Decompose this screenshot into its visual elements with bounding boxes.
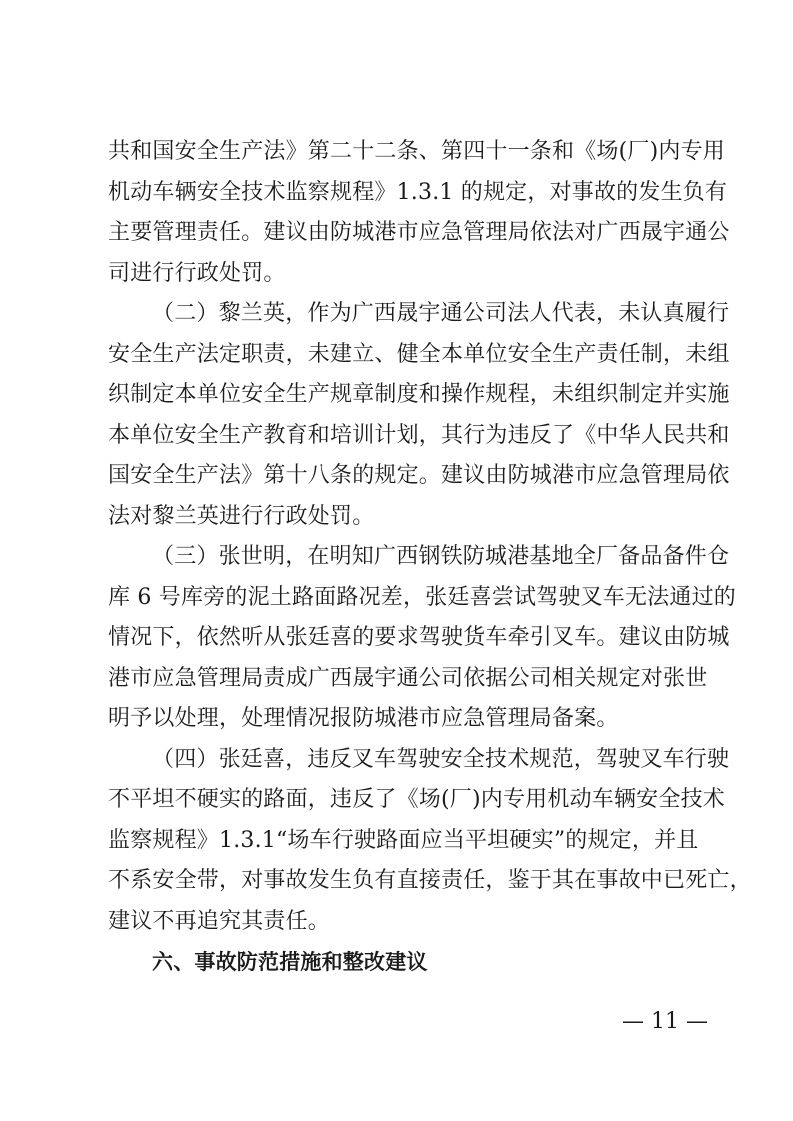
document-body bbox=[108, 132, 752, 983]
text-line: 安全生产法定职责，未建立、健全本单位安全生产责任制，未组 bbox=[108, 341, 730, 367]
text-line: 建议不再追究其责任。 bbox=[108, 908, 331, 934]
text-line: 不平坦不硬实的路面，违反了《场(厂)内专用机动车辆安全技术 bbox=[108, 787, 725, 812]
text-line: 机动车辆安全技术监察规程》1.3.1 的规定，对事故的发生负有 bbox=[108, 179, 728, 205]
section-heading: 六、事故防范措施和整改建议 bbox=[152, 950, 428, 974]
text-line: 库 6 号库旁的泥土路面路况差，张廷喜尝试驾驶叉车无法通过的 bbox=[108, 584, 736, 610]
paragraph-start-line: （三）张世明，在明知广西钢铁防城港基地全厂备品备件仓 bbox=[152, 544, 730, 569]
text-line: 不系安全带，对事故发生负有直接责任，鉴于其在事故中已死亡， bbox=[108, 868, 752, 893]
text-line: 法对黎兰英进行行政处罚。 bbox=[108, 503, 375, 529]
text-line: 明予以处理，处理情况报防城港市应急管理局备案。 bbox=[108, 706, 619, 731]
text-line: 国安全生产法》第十八条的规定。建议由防城港市应急管理局依 bbox=[108, 463, 730, 488]
page-number: — 11 — bbox=[622, 1009, 708, 1034]
paragraph-start-line: （四）张廷喜，违反叉车驾驶安全技术规范，驾驶叉车行驶 bbox=[152, 746, 730, 772]
text-line: 情况下，依然听从张廷喜的要求驾驶货车牵引叉车。建议由防城 bbox=[108, 625, 730, 650]
paragraph-start-line: （二）黎兰英，作为广西晟宇通公司法人代表，未认真履行 bbox=[152, 301, 730, 326]
text-line: 织制定本单位安全生产规章制度和操作规程，未组织制定并实施 bbox=[108, 382, 730, 407]
text-line: 监察规程》1.3.1“场车行驶路面应当平坦硬实”的规定，并且 bbox=[108, 827, 699, 853]
text-line: 本单位安全生产教育和培训计划，其行为违反了《中华人民共和 bbox=[108, 422, 730, 448]
text-line: 主要管理责任。建议由防城港市应急管理局依法对广西晟宇通公 bbox=[108, 220, 730, 245]
text-line: 司进行行政处罚。 bbox=[108, 260, 286, 286]
text-line: 共和国安全生产法》第二十二条、第四十一条和《场(厂)内专用 bbox=[108, 139, 725, 164]
text-line: 港市应急管理局责成广西晟宇通公司依据公司相关规定对张世 bbox=[108, 665, 708, 691]
